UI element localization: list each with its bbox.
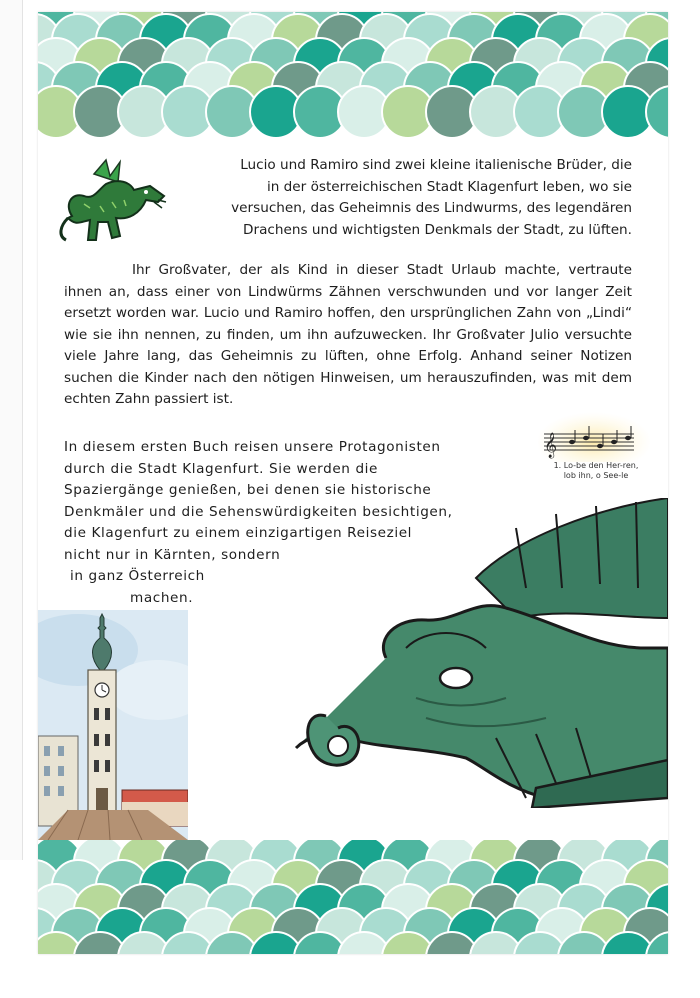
intro-line: Drachens und wichtigsten Denkmals der Stadt, zu lüften. [243, 221, 632, 238]
scales-border-top [38, 12, 668, 147]
small-dragon-illustration [54, 156, 178, 256]
description-line: in ganz Österreich [70, 568, 205, 584]
description-line: nicht nur in Kärnten, sondern [64, 546, 281, 563]
viewer-background [0, 0, 23, 860]
svg-text:𝄞: 𝄞 [544, 433, 558, 458]
grandfather-paragraph: Ihr Großvater, der als Kind in dieser Stadt Urlaub machte, vertraute ihnen an, dass einer von Lindwürms Zähnen verschwunden und vor langer Zeit ersetzt worden war. Lucio und Ramiro hoffen, den ursprünglichen Zahn von „Lindi“ wie sie ihn nennen, zu finden, um ihn aufzuwecken. Ihr Großvater Julio versuchte viele Jahre lang, das Geheimnis zu lüften, ohne Erfolg. Anhand seiner Notizen suchen die Kinder nach den nötigen Hinweisen, um herauszufinden, was mit dem echten Zahn passiert ist. [64, 262, 632, 407]
music-caption [546, 461, 646, 481]
intro-paragraph [188, 155, 632, 241]
description-line: Spaziergänge genießen, bei denen sie historische [64, 482, 432, 498]
description-line: Denkmäler und die Sehenswürdigkeiten besichtigen, [64, 503, 453, 520]
lindwurm-dragon-illustration [266, 498, 668, 808]
description-line: machen. [130, 589, 194, 606]
scales-border-bottom [38, 840, 668, 954]
intro-line: in der österreichischen Stadt Klagenfurt leben, wo sie [266, 178, 632, 195]
intro-line: versuchen, das Geheimnis des Lindwurms, des legendären [231, 200, 632, 216]
description-line: durch die Stadt Klagenfurt. Sie werden die [64, 460, 379, 477]
book-page [38, 12, 668, 954]
clock-tower-illustration [38, 610, 188, 840]
music-caption-line: 1. Lo-be den Her-ren, [553, 461, 639, 470]
description-line: die Klagenfurt zu einem einzigartigen Reiseziel [64, 525, 413, 541]
intro-line: Lucio und Ramiro sind zwei kleine italienische Brüder, die [240, 157, 632, 173]
description-line: In diesem ersten Buch reisen unsere Protagonisten [64, 439, 441, 455]
music-notes-icon [538, 412, 650, 462]
music-caption-line: lob ihn, o See-le [563, 471, 629, 480]
